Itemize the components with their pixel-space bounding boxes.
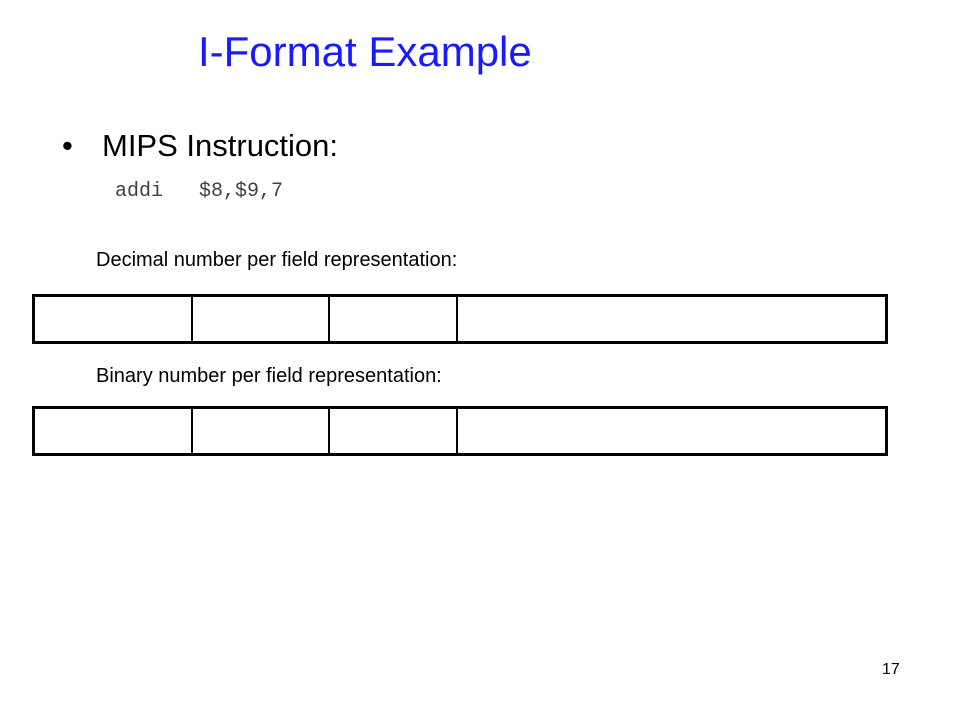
instruction-code: addi $8,$9,7 <box>115 180 284 203</box>
decimal-rs-field <box>193 297 330 341</box>
binary-rs-field <box>193 409 330 453</box>
binary-immediate-field <box>458 409 885 453</box>
binary-opcode-field <box>35 409 193 453</box>
page-number: 17 <box>882 661 900 678</box>
binary-caption: Binary number per field representation: <box>96 365 442 387</box>
decimal-field-table <box>32 294 888 344</box>
bullet-text: MIPS Instruction: <box>102 128 339 163</box>
decimal-immediate-field <box>458 297 885 341</box>
bullet-mips-instruction <box>62 128 338 164</box>
decimal-opcode-field <box>35 297 193 341</box>
decimal-rt-field <box>330 297 458 341</box>
slide-title: I-Format Example <box>198 28 532 75</box>
binary-rt-field <box>330 409 458 453</box>
binary-field-table <box>32 406 888 456</box>
bullet-marker: • <box>62 128 73 163</box>
decimal-caption: Decimal number per field representation: <box>96 249 458 271</box>
